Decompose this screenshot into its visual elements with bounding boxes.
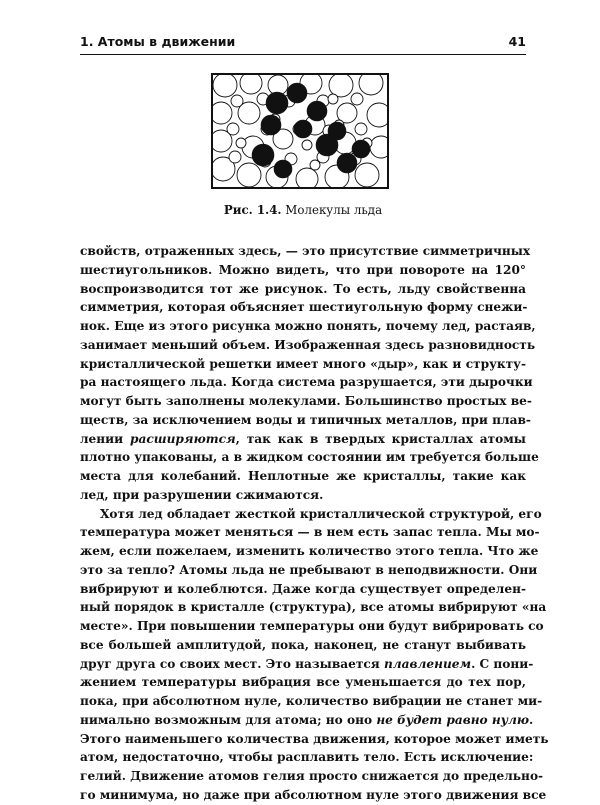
text-segment: места для колебаний. Неплотные же кристаллы, такие как: [80, 469, 526, 483]
small-atom: [231, 95, 243, 107]
small-atom: [351, 93, 363, 105]
text-line: [80, 336, 536, 355]
emphasis-text: не будет равно нулю: [376, 712, 530, 727]
text-line: [80, 411, 531, 430]
large-atom: [240, 72, 262, 94]
text-line: [80, 486, 526, 505]
body-text: [80, 242, 549, 805]
text-line: [80, 523, 540, 542]
text-segment: гелий. Движение атомов гелия просто снижается до предельно-: [80, 769, 544, 783]
text-line: [80, 448, 539, 467]
text-line: [80, 711, 534, 730]
page-number: 41: [508, 34, 526, 49]
text-segment: симметрия, которая объясняет шестиугольную форму снежи-: [80, 300, 528, 315]
dark-atom: [337, 153, 357, 173]
text-segment: воспроизводится тот же рисунок. То есть, льду свойственна: [80, 281, 526, 296]
text-segment: это за тепло? Атомы льда не пребывают в неподвижности. Они: [80, 562, 538, 577]
large-atom: [296, 168, 318, 190]
running-head: [80, 34, 526, 49]
text-segment: плотно упакованы, а в жидком состоянии им требуется больше: [80, 450, 539, 465]
text-line: [80, 505, 542, 524]
text-segment: температура может меняться — в нем есть запас тепла. Мы мо-: [80, 525, 540, 540]
small-atom: [328, 94, 338, 104]
text-line: [80, 767, 544, 786]
text-segment: занимает меньший объем. Изображенная здесь разновидность: [80, 337, 536, 352]
text-segment: . С пони-: [471, 656, 534, 671]
text-line: [80, 673, 526, 692]
text-line: [80, 392, 532, 411]
text-segment: свойств, отраженных здесь, — это присутствие симметричных: [80, 244, 531, 258]
ice-molecules-illustration: [211, 73, 389, 189]
text-segment: все большей амплитудой, пока, наконец, не станут выбивать: [80, 637, 526, 652]
text-line: [80, 242, 531, 261]
dark-atom: [307, 101, 327, 121]
dark-atom: [294, 120, 312, 138]
chapter-title: 1. Атомы в движении: [80, 34, 236, 49]
emphasis-text: расширяются: [130, 431, 236, 446]
figure-caption-number: Рис. 1.4.: [223, 203, 282, 217]
text-line: [80, 730, 549, 749]
text-segment: , так как в твердых кристаллах атомы: [235, 431, 526, 446]
small-atom: [355, 123, 367, 135]
text-line: [80, 280, 526, 299]
large-atom: [213, 73, 237, 97]
text-line: [80, 261, 526, 280]
text-line: [80, 598, 547, 617]
dark-atom: [287, 83, 307, 103]
text-line: [80, 430, 526, 449]
text-segment: месте». При повышении температуры они будут вибрировать со: [80, 619, 544, 633]
dark-atom: [328, 122, 346, 140]
dark-atom: [252, 144, 274, 166]
dark-atom: [261, 115, 281, 135]
text-segment: кристаллической решетки имеет много «дыр», как и структу-: [80, 356, 526, 371]
text-segment: лении: [80, 431, 131, 446]
dark-atom: [266, 92, 288, 114]
text-line: [80, 692, 543, 711]
text-line: [80, 580, 526, 599]
text-segment: лед, при разрушении сжимаются.: [80, 487, 324, 502]
small-atom: [236, 138, 246, 148]
small-atom: [302, 140, 312, 150]
text-line: [80, 542, 539, 561]
large-atom: [329, 73, 353, 97]
small-atom: [229, 151, 241, 163]
emphasis-text: плавлением: [383, 656, 472, 671]
text-line: [80, 355, 526, 374]
text-segment: друг друга со своих мест. Это называется: [80, 656, 384, 671]
text-segment: Хотя лед обладает жесткой кристаллической структурой, его: [100, 506, 542, 521]
text-segment: пока, при абсолютном нуле, количество вибрации не станет ми-: [80, 694, 543, 708]
text-line: [80, 298, 526, 317]
text-line: [80, 617, 544, 636]
text-segment: жением температуры вибрация все уменьшается до тех пор,: [80, 675, 526, 690]
text-line: [80, 748, 534, 767]
text-segment: ществ, за исключением воды и типичных металлов, при плав-: [80, 412, 531, 427]
text-segment: атом, недостаточно, чтобы расплавить тело. Есть исключение:: [80, 750, 534, 765]
large-atom: [355, 163, 379, 187]
text-segment: Этого наименьшего количества движения, которое может иметь: [80, 731, 549, 746]
ice-molecules-figure: [211, 73, 389, 189]
large-atom: [210, 102, 232, 124]
text-segment: вибрируют и колеблются. Даже когда существует определен-: [80, 581, 526, 596]
text-segment: .: [529, 712, 534, 727]
dark-atom: [352, 140, 370, 158]
large-atom: [237, 163, 261, 187]
text-segment: ный порядок в кристалле (структура), все атомы вибрируют «на: [80, 600, 547, 615]
small-atom: [310, 160, 320, 170]
text-line: [80, 636, 526, 655]
text-line: [80, 373, 533, 392]
header-rule: [80, 54, 526, 55]
text-segment: нок. Еще из этого рисунка можно понять, почему лед, растаяв,: [80, 319, 536, 333]
text-line: [80, 655, 534, 674]
small-atom: [227, 123, 239, 135]
text-segment: шестиугольников. Можно видеть, что при повороте на 120°: [80, 262, 526, 277]
text-segment: жем, если пожелаем, изменить количество этого тепла. Что же: [80, 544, 539, 558]
figure-caption-text: Молекулы льда: [285, 203, 383, 217]
text-segment: могут быть заполнены молекулами. Большинство простых ве-: [80, 394, 532, 408]
text-line: [80, 317, 536, 336]
figure-caption: [80, 203, 526, 217]
text-segment: ра настоящего льда. Когда система разрушается, эти дырочки: [80, 375, 533, 390]
dark-atom: [274, 160, 292, 178]
text-line: [80, 786, 547, 805]
text-segment: нимально возможным для атома; но оно: [80, 712, 377, 727]
text-line: [80, 561, 538, 580]
text-line: [80, 467, 526, 486]
text-segment: го минимума, но даже при абсолютном нуле этого движения все: [80, 787, 547, 802]
